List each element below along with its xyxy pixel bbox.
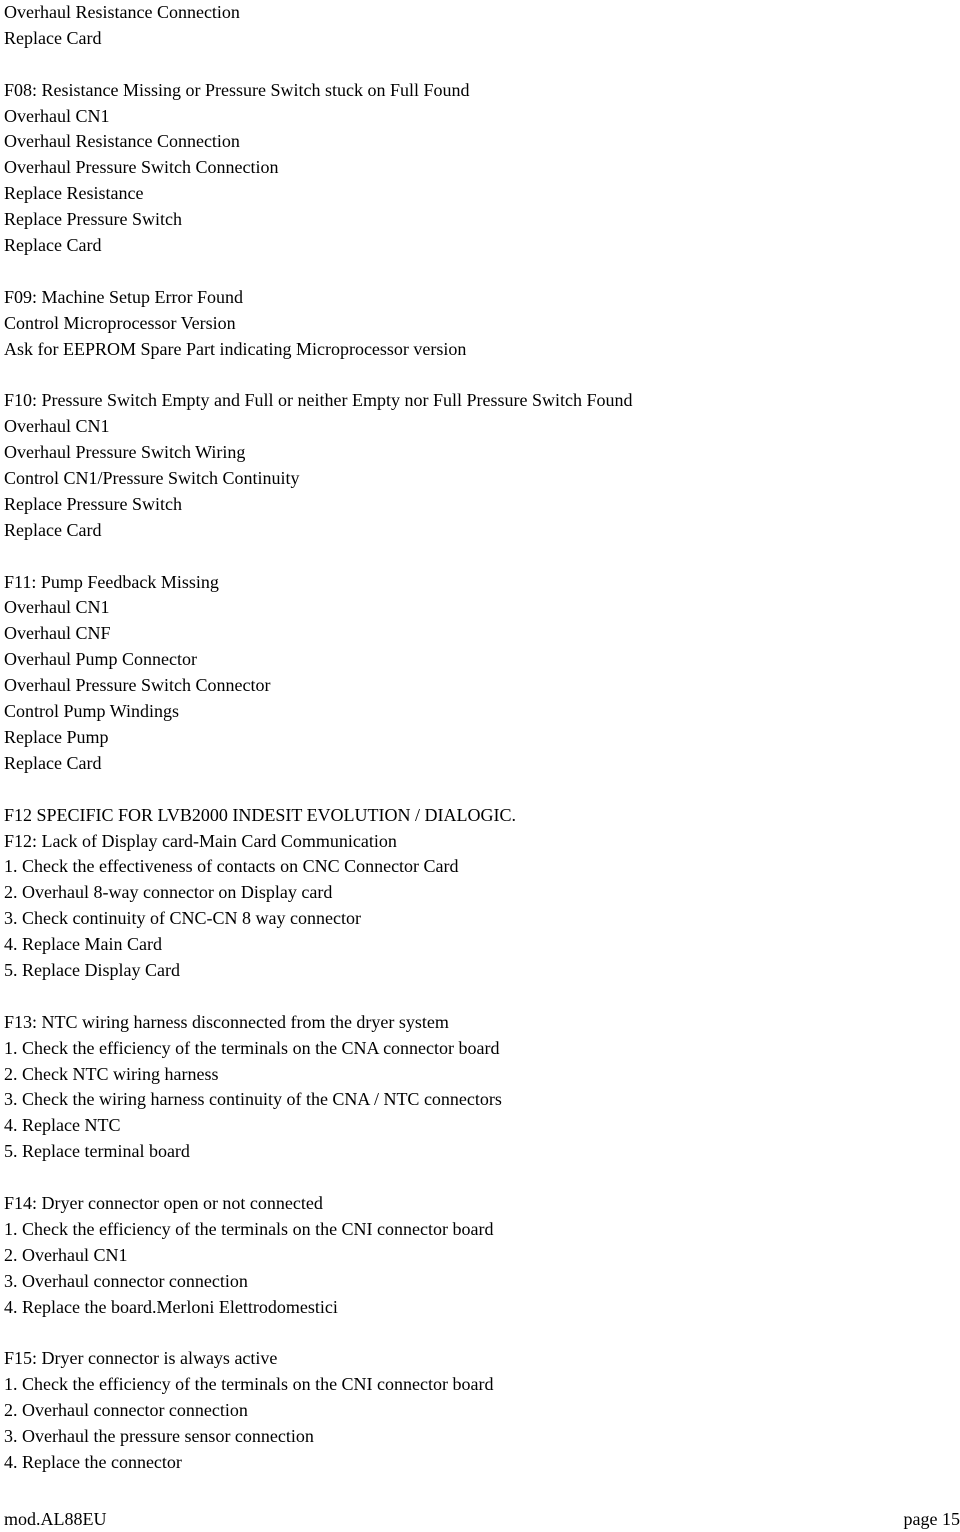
- text-line: 3. Overhaul the pressure sensor connection: [4, 1425, 314, 1446]
- text-line: 1. Check the efficiency of the terminals on the CNI connector board: [4, 1218, 494, 1239]
- fault-heading: F12: Lack of Display card-Main Card Communication: [4, 830, 397, 851]
- text-line: 2. Overhaul 8-way connector on Display card: [4, 882, 333, 903]
- text-line: Overhaul CN1: [4, 105, 110, 126]
- blank-line: [4, 544, 956, 570]
- text-line: 4. Replace the board.Merloni Elettrodomestici: [4, 1296, 338, 1317]
- fault-heading: F14: Dryer connector open or not connected: [4, 1192, 323, 1213]
- text-line: 4. Replace NTC: [4, 1115, 121, 1136]
- text-line: 3. Check the wiring harness continuity of the CNA / NTC connectors: [4, 1089, 502, 1110]
- footer-model: mod.AL88EU: [4, 1509, 107, 1529]
- fault-heading: F13: NTC wiring harness disconnected from the dryer system: [4, 1011, 449, 1032]
- blank-line: [4, 777, 956, 803]
- text-line: Overhaul Pressure Switch Connector: [4, 675, 271, 696]
- text-line: Replace Pressure Switch: [4, 209, 182, 230]
- text-line: 3. Check continuity of CNC-CN 8 way connector: [4, 908, 361, 929]
- blank-line: [4, 984, 956, 1010]
- text-line: Overhaul CNF: [4, 623, 111, 644]
- footer-page-number: page 15: [903, 1509, 960, 1529]
- text-line: 1. Check the efficiency of the terminals on the CNI connector board: [4, 1374, 494, 1395]
- page-footer: [4, 1506, 960, 1532]
- text-line: Replace Pressure Switch: [4, 493, 182, 514]
- text-line: Overhaul Pressure Switch Connection: [4, 157, 279, 178]
- text-line: 5. Replace Display Card: [4, 959, 180, 980]
- text-line: Replace Card: [4, 235, 102, 256]
- blank-line: [4, 52, 956, 78]
- text-line: Replace Card: [4, 519, 102, 540]
- text-line: Overhaul Resistance Connection: [4, 131, 240, 152]
- blank-line: [4, 259, 956, 285]
- blank-line: [4, 1165, 956, 1191]
- blank-line: [4, 1320, 956, 1346]
- text-line: 2. Overhaul connector connection: [4, 1400, 248, 1421]
- text-line: Replace Pump: [4, 726, 109, 747]
- text-line: Replace Card: [4, 752, 102, 773]
- text-line: Ask for EEPROM Spare Part indicating Microprocessor version: [4, 338, 467, 359]
- text-line: 4. Replace the connector: [4, 1451, 182, 1472]
- fault-heading: F09: Machine Setup Error Found: [4, 286, 243, 307]
- text-line: Overhaul Pressure Switch Wiring: [4, 442, 246, 463]
- text-line: 5. Replace terminal board: [4, 1141, 190, 1162]
- text-line: Control Pump Windings: [4, 701, 179, 722]
- blank-line: [4, 362, 956, 388]
- text-line: 4. Replace Main Card: [4, 934, 162, 955]
- text-line: Control Microprocessor Version: [4, 312, 236, 333]
- text-line: 2. Check NTC wiring harness: [4, 1063, 219, 1084]
- text-line: Overhaul CN1: [4, 416, 110, 437]
- document-body: [4, 0, 956, 1476]
- text-line: 1. Check the effectiveness of contacts on CNC Connector Card: [4, 856, 459, 877]
- fault-heading: F10: Pressure Switch Empty and Full or neither Empty nor Full Pressure Switch Found: [4, 390, 633, 411]
- text-line: 2. Overhaul CN1: [4, 1244, 128, 1265]
- fault-heading: F15: Dryer connector is always active: [4, 1348, 278, 1369]
- text-line: 3. Overhaul connector connection: [4, 1270, 248, 1291]
- text-line: 1. Check the efficiency of the terminals on the CNA connector board: [4, 1037, 500, 1058]
- text-line: Overhaul CN1: [4, 597, 110, 618]
- fault-heading: F08: Resistance Missing or Pressure Switch stuck on Full Found: [4, 79, 470, 100]
- text-line: Control CN1/Pressure Switch Continuity: [4, 468, 300, 489]
- text-line: Overhaul Pump Connector: [4, 649, 197, 670]
- text-line: Replace Resistance: [4, 183, 144, 204]
- text-line: Replace Card: [4, 27, 102, 48]
- text-line: Overhaul Resistance Connection: [4, 2, 240, 22]
- fault-heading: F12 SPECIFIC FOR LVB2000 INDESIT EVOLUTION / DIALOGIC.: [4, 804, 517, 825]
- fault-heading: F11: Pump Feedback Missing: [4, 571, 219, 592]
